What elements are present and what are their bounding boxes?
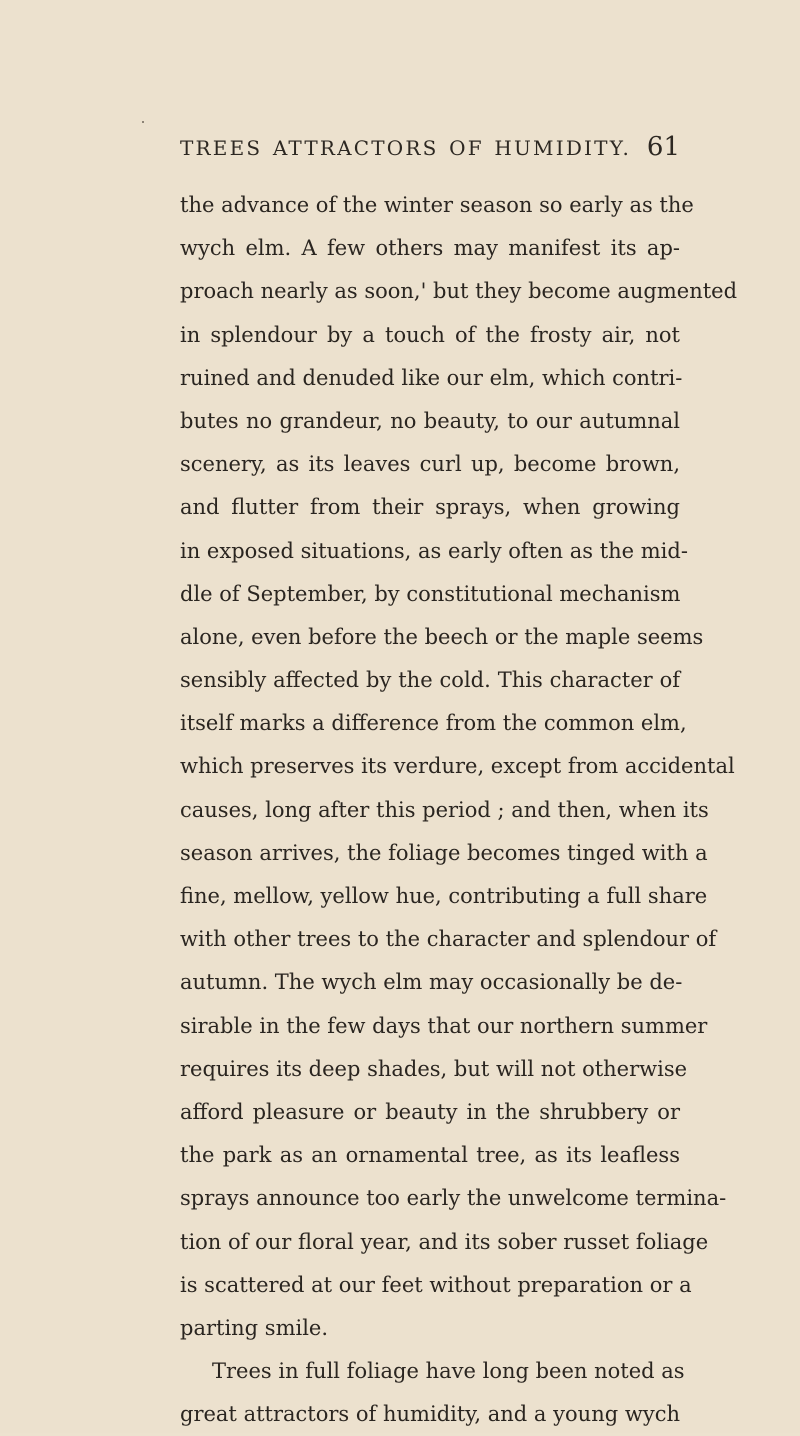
text-line: afford pleasure or beauty in the shrubbery or [180, 1099, 680, 1124]
text-line: wych elm. A few others may manifest its ap- [180, 236, 680, 261]
text-line: in exposed situations, as early often as the mid- [180, 538, 688, 563]
text-line: scenery, as its leaves curl up, become brown, [180, 452, 680, 477]
text-line: ruined and denuded like our elm, which contri- [180, 365, 683, 390]
text-line: sirable in the few days that our northern summer [180, 1013, 708, 1038]
running-head-title: TREES ATTRACTORS OF HUMIDITY. [180, 136, 632, 160]
paragraph-start-line: Trees in full foliage have long been noted as [212, 1359, 685, 1384]
text-line: with other trees to the character and splendour of [180, 927, 717, 952]
running-head [180, 132, 680, 176]
text-line: sprays announce too early the unwelcome termina- [180, 1186, 727, 1211]
text-line: sensibly affected by the cold. This character of [180, 668, 680, 693]
page-number: 61 [646, 132, 680, 162]
paragraph-end-line: parting smile. [180, 1315, 329, 1340]
text-line: butes no grandeur, no beauty, to our autumnal [180, 408, 680, 433]
text-line: tion of our floral year, and its sober russet foliage [180, 1229, 709, 1254]
text-line: the park as an ornamental tree, as its leafless [180, 1143, 680, 1168]
text-line: in splendour by a touch of the frosty air, not [180, 322, 680, 347]
paper-speck [142, 121, 144, 123]
text-line: the advance of the winter season so early as the [180, 193, 694, 217]
text-line: is scattered at our feet without preparation or a [180, 1272, 692, 1297]
text-line: dle of September, by constitutional mechanism [180, 581, 681, 606]
text-line: fine, mellow, yellow hue, contributing a full share [180, 884, 708, 908]
text-line: autumn. The wych elm may occasionally be de- [180, 970, 683, 995]
text-line: season arrives, the foliage becomes tinged with a [180, 840, 708, 865]
text-line: and flutter from their sprays, when growing [180, 495, 680, 520]
text-line: great attractors of humidity, and a young wych [180, 1402, 680, 1427]
text-line: alone, even before the beech or the maple seems [180, 624, 704, 649]
text-line: itself marks a difference from the common elm, [180, 711, 687, 736]
text-line: requires its deep shades, but will not otherwise [180, 1056, 688, 1081]
text-line: which preserves its verdure, except from accidental [180, 754, 735, 779]
text-line: causes, long after this period ; and then, when its [180, 797, 709, 822]
text-line: proach nearly as soon,' but they become augmented [180, 279, 738, 304]
body-text [180, 184, 738, 1436]
